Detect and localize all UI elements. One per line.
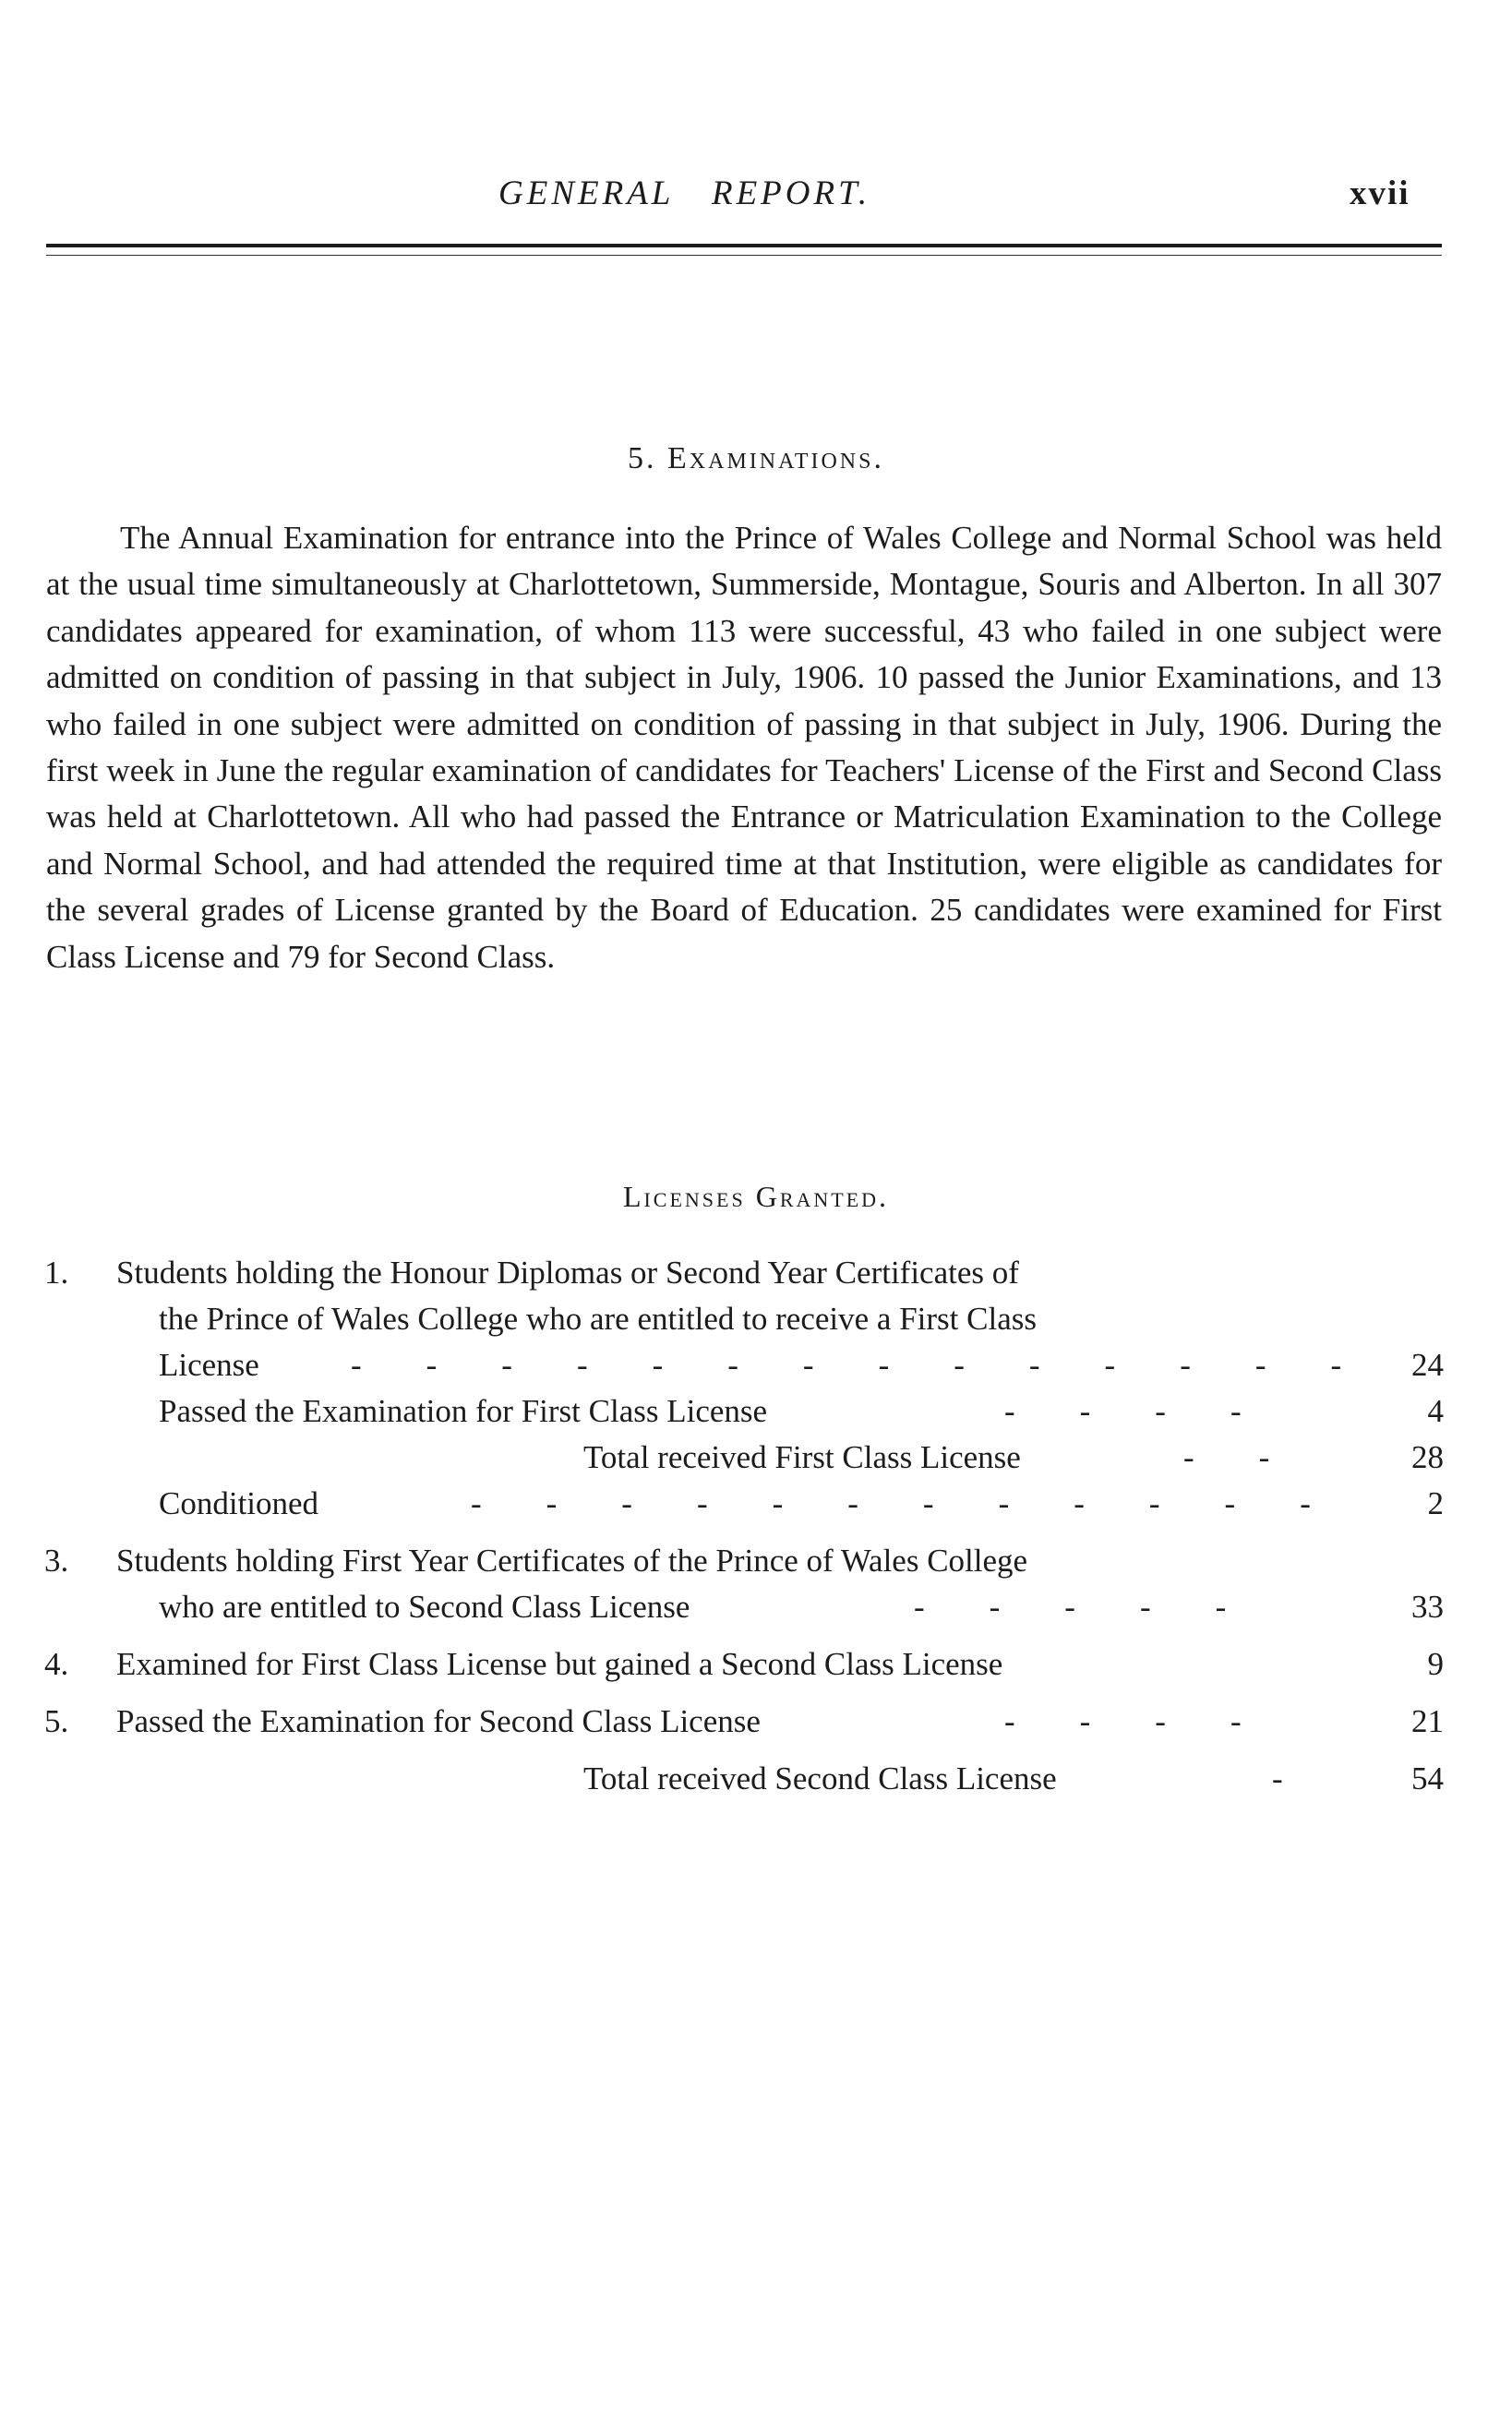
item-number: 5. xyxy=(44,1703,69,1739)
item-text: Passed the Examination for First Class License xyxy=(159,1393,768,1429)
license-row-total-second xyxy=(0,1756,1512,1802)
licenses-heading: Licenses Granted. xyxy=(622,1180,890,1213)
license-row-5 xyxy=(0,1699,1512,1745)
item-value: 21 xyxy=(1411,1703,1444,1739)
item-text: the Prince of Wales College who are entitled to receive a First Class xyxy=(159,1301,1037,1337)
license-row-passed-first xyxy=(0,1388,1512,1435)
item-value: 2 xyxy=(1427,1485,1444,1521)
item-value: 24 xyxy=(1411,1347,1444,1383)
license-row-3-line1 xyxy=(0,1538,1512,1584)
leader-dots: - - xyxy=(1183,1439,1270,1475)
leader-dots: - - - - - - - - - - - - - - xyxy=(351,1347,1342,1383)
license-row-1-line1 xyxy=(0,1250,1512,1296)
item-text: Students holding First Year Certificates of the Prince of Wales College xyxy=(116,1543,1028,1579)
item-value: 4 xyxy=(1427,1393,1444,1429)
item-text: Examined for First Class License but gained a Second Class License xyxy=(116,1646,1003,1682)
item-number: 1. xyxy=(44,1255,69,1291)
item-text: Passed the Examination for Second Class License xyxy=(116,1703,761,1739)
page-number: xvii xyxy=(1350,174,1410,212)
body-paragraph: The Annual Examination for entrance into the Prince of Wales College and Normal School was held at the usual time simultaneously at Charlottetown, Summerside, Montague, Souris and Alberton. In all 307 candidates appeared for examination, of whom 113 were successful, 43 who failed in one subject were admitted on condition of passing in that subject in July, 1906. 10 passed the Junior Examinations, and 13 who failed in one subject were admitted on condition of passing in that subject in July, 1906. During the first week in June the regular examination of candidates for Teachers' License of the First and Second Class was held at Charlottetown. All who had passed the Entrance or Matriculation Examination to the College and Normal School, and had attended the required time at that Institution, were eligible as candidates for the several grades of License granted by the Board of Education. 25 candidates were examined for First Class License and 79 for Second Class. xyxy=(46,520,1442,975)
item-text: Total received Second Class License xyxy=(583,1760,1057,1796)
leader-dots: - - - - xyxy=(1004,1393,1242,1429)
running-title: GENERAL REPORT. xyxy=(498,174,871,212)
item-text: Conditioned xyxy=(159,1485,319,1521)
item-value: 9 xyxy=(1427,1646,1444,1682)
item-number: 3. xyxy=(44,1543,69,1579)
item-value: 28 xyxy=(1411,1439,1444,1475)
license-row-conditioned xyxy=(0,1481,1512,1527)
license-row-1-line2 xyxy=(0,1296,1512,1342)
license-row-4 xyxy=(0,1641,1512,1688)
item-number: 4. xyxy=(44,1646,69,1682)
section-heading: 5. Examinations. xyxy=(628,441,884,475)
leader-dots: - xyxy=(1272,1760,1283,1796)
leader-dots: - - - - xyxy=(1004,1703,1242,1739)
item-text: who are entitled to Second Class License xyxy=(159,1589,690,1625)
license-row-3-line2 xyxy=(0,1584,1512,1630)
item-text: Total received First Class License xyxy=(583,1439,1021,1475)
item-text: Students holding the Honour Diplomas or Second Year Certificates of xyxy=(116,1255,1019,1291)
item-value: 54 xyxy=(1411,1760,1444,1796)
item-text: License xyxy=(159,1347,259,1383)
license-row-1-line3 xyxy=(0,1342,1512,1388)
license-row-total-first xyxy=(0,1435,1512,1481)
leader-dots: - - - - - - - - - - - - xyxy=(471,1485,1311,1521)
leader-dots: - - - - - xyxy=(914,1589,1227,1625)
item-value: 33 xyxy=(1411,1589,1444,1625)
